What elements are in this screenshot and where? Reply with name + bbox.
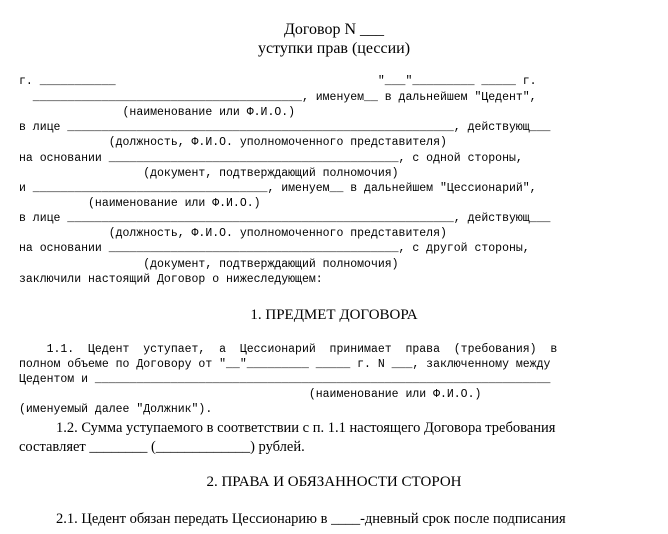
document-subtitle: уступки прав (цессии) [257,40,411,57]
clause-1-1-line-1: 1.1. Цедент уступает, а Цессионарий принимает права (требования) в [19,343,558,356]
clipped-next-line [90,530,650,534]
preamble-line-cedent: _______________________________________, именуем__ в дальнейшем "Цедент", [19,91,537,104]
clause-1-2-line-1: 1.2. Сумма уступаемого в соответствии с п. 1.1 настоящего Договора требования [56,420,556,436]
clause-1-2-line-2: составляет ________ (_____________) рублей. [19,439,305,455]
clause-1-1-line-5: (именуемый далее "Должник"). [19,403,213,416]
preamble-caption-rep-1: (должность, Ф.И.О. уполномоченного представителя) [19,136,447,149]
section-1-heading: 1. ПРЕДМЕТ ДОГОВОРА [250,307,418,323]
clause-2-1-line-1: 2.1. Цедент обязан передать Цессионарию в ____-дневный срок после подписания [56,511,566,527]
preamble-line-rep-2: в лице ________________________________________________________, действующ___ [19,212,551,225]
preamble-caption-doc-2: (документ, подтверждающий полномочия) [19,258,399,271]
preamble-caption-rep-2: (должность, Ф.И.О. уполномоченного представителя) [19,227,447,240]
document-title: Договор N ___ [283,21,385,38]
preamble-caption-doc-1: (документ, подтверждающий полномочия) [19,167,399,180]
preamble-line-cessionary: и __________________________________, именуем__ в дальнейшем "Цессионарий", [19,182,537,195]
section-2-heading: 2. ПРАВА И ОБЯЗАННОСТИ СТОРОН [206,474,462,490]
preamble-caption-name-1: (наименование или Ф.И.О.) [19,106,296,119]
preamble-line-basis-2: на основании __________________________________________, с другой стороны, [19,242,530,255]
clause-1-1-caption: (наименование или Ф.И.О.) [19,388,482,401]
preamble-caption-name-2: (наименование или Ф.И.О.) [19,197,261,210]
preamble-line-basis-1: на основании __________________________________________, с одной стороны, [19,152,523,165]
clause-1-1-line-2: полном объеме по Договору от "__"_________ _____ г. N ___, заключенному между [19,358,551,371]
clause-1-1-line-3: Цедентом и __________________________________________________________________ [19,373,551,386]
preamble-closing: заключили настоящий Договор о нижеследующем: [19,273,323,286]
preamble-line-city-date: г. ___________ "___"_________ _____ г. [19,75,537,88]
preamble-line-rep-1: в лице ________________________________________________________, действующ___ [19,121,551,134]
